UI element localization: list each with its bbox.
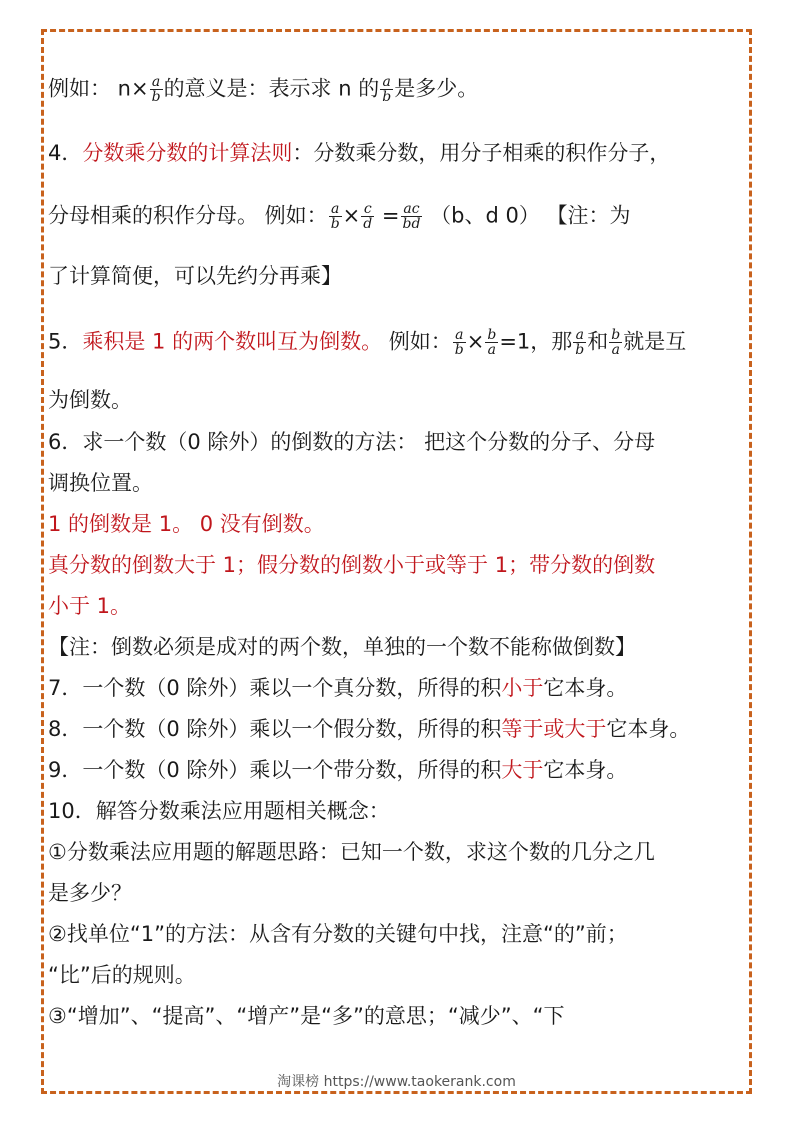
highlight-text: 分数乘分数的计算法则 — [82, 141, 293, 165]
line-rule-4: 4．分数乘分数的计算法则：分数乘分数，用分子相乘的积作分子， — [48, 141, 671, 165]
line-rule-9: 9．一个数（0 除外）乘以一个带分数，所得的积大于它本身。 — [48, 758, 628, 782]
highlight-text: 等于或大于 — [501, 717, 607, 741]
line-reciprocal-of-one: 1 的倒数是 1。 0 没有倒数。 — [48, 512, 325, 536]
line-rule-10: 10．解答分数乘法应用题相关概念： — [48, 799, 390, 823]
highlight-text: 乘积是 1 的两个数叫互为倒数。 — [82, 329, 383, 354]
fraction-b-over-a: $\frac{b}{a}$ — [487, 327, 497, 358]
highlight-text: 大于 — [501, 758, 544, 782]
footer-watermark: 淘课榜 https://www.taokerank.com — [277, 1074, 516, 1090]
line-reciprocal-compare: 真分数的倒数大于 1；假分数的倒数小于或等于 1；带分数的倒数 — [48, 553, 656, 577]
line-example-meaning: 例如： n× $\frac{a}{b}$ 的意义是：表示求 n 的 $\frac{a}{b}$ 是多少。 — [48, 74, 479, 105]
line-item-1: ①分数乘法应用题的解题思路：已知一个数，求这个数的几分之几 — [48, 840, 655, 864]
line-rule-7: 7．一个数（0 除外）乘以一个真分数，所得的积小于它本身。 — [48, 676, 628, 700]
highlight-text: 小于 — [501, 676, 544, 700]
line-rule-5: 5．乘积是 1 的两个数叫互为倒数。 例如： $\frac{a}{b}$ × $\frac{b}{a}$ =1，那 $\frac{a}{b}$ 和 $\frac{b}{a}$ 就是互 — [48, 327, 687, 358]
fraction-ac-over-bd: $\frac{ac}{bd}$ — [402, 201, 421, 232]
line-rule-6: 6．求一个数（0 除外）的倒数的方法： 把这个分数的分子、分母 — [48, 430, 656, 454]
fraction-a-over-b: $\frac{a}{b}$ — [151, 74, 161, 105]
line-item-2-cont: “比”后的规则。 — [48, 963, 196, 987]
line-rule-4-example: 分母相乘的积作分母。 例如： $\frac{a}{b}$ × $\frac{c}{d}$ = $\frac{ac}{bd}$ （b、d 0） 【注：为 — [48, 201, 631, 232]
line-reciprocal-compare-cont: 小于 1。 — [48, 594, 132, 618]
line-item-1-cont: 是多少？ — [48, 881, 132, 905]
fraction-c-over-d: $\frac{c}{d}$ — [363, 201, 373, 232]
line-rule-8: 8．一个数（0 除外）乘以一个假分数，所得的积等于或大于它本身。 — [48, 717, 691, 741]
line-note-pair: 【注：倒数必须是成对的两个数，单独的一个数不能称做倒数】 — [48, 635, 636, 659]
fraction-a-over-b: $\frac{a}{b}$ — [454, 327, 464, 358]
fraction-a-over-b: $\frac{a}{b}$ — [330, 201, 340, 232]
line-note-simplify: 了计算简便，可以先约分再乘】 — [48, 264, 342, 288]
fraction-a-over-b: $\frac{a}{b}$ — [575, 327, 585, 358]
line-reciprocal-end: 为倒数。 — [48, 388, 132, 412]
line-rule-6-cont: 调换位置。 — [48, 471, 153, 495]
fraction-a-over-b: $\frac{a}{b}$ — [382, 74, 392, 105]
line-item-3: ③“增加”、“提高”、“增产”是“多”的意思；“减少”、“下 — [48, 1004, 565, 1028]
fraction-b-over-a: $\frac{b}{a}$ — [611, 327, 621, 358]
line-item-2: ②找单位“1”的方法：从含有分数的关键句中找，注意“的”前； — [48, 922, 628, 946]
